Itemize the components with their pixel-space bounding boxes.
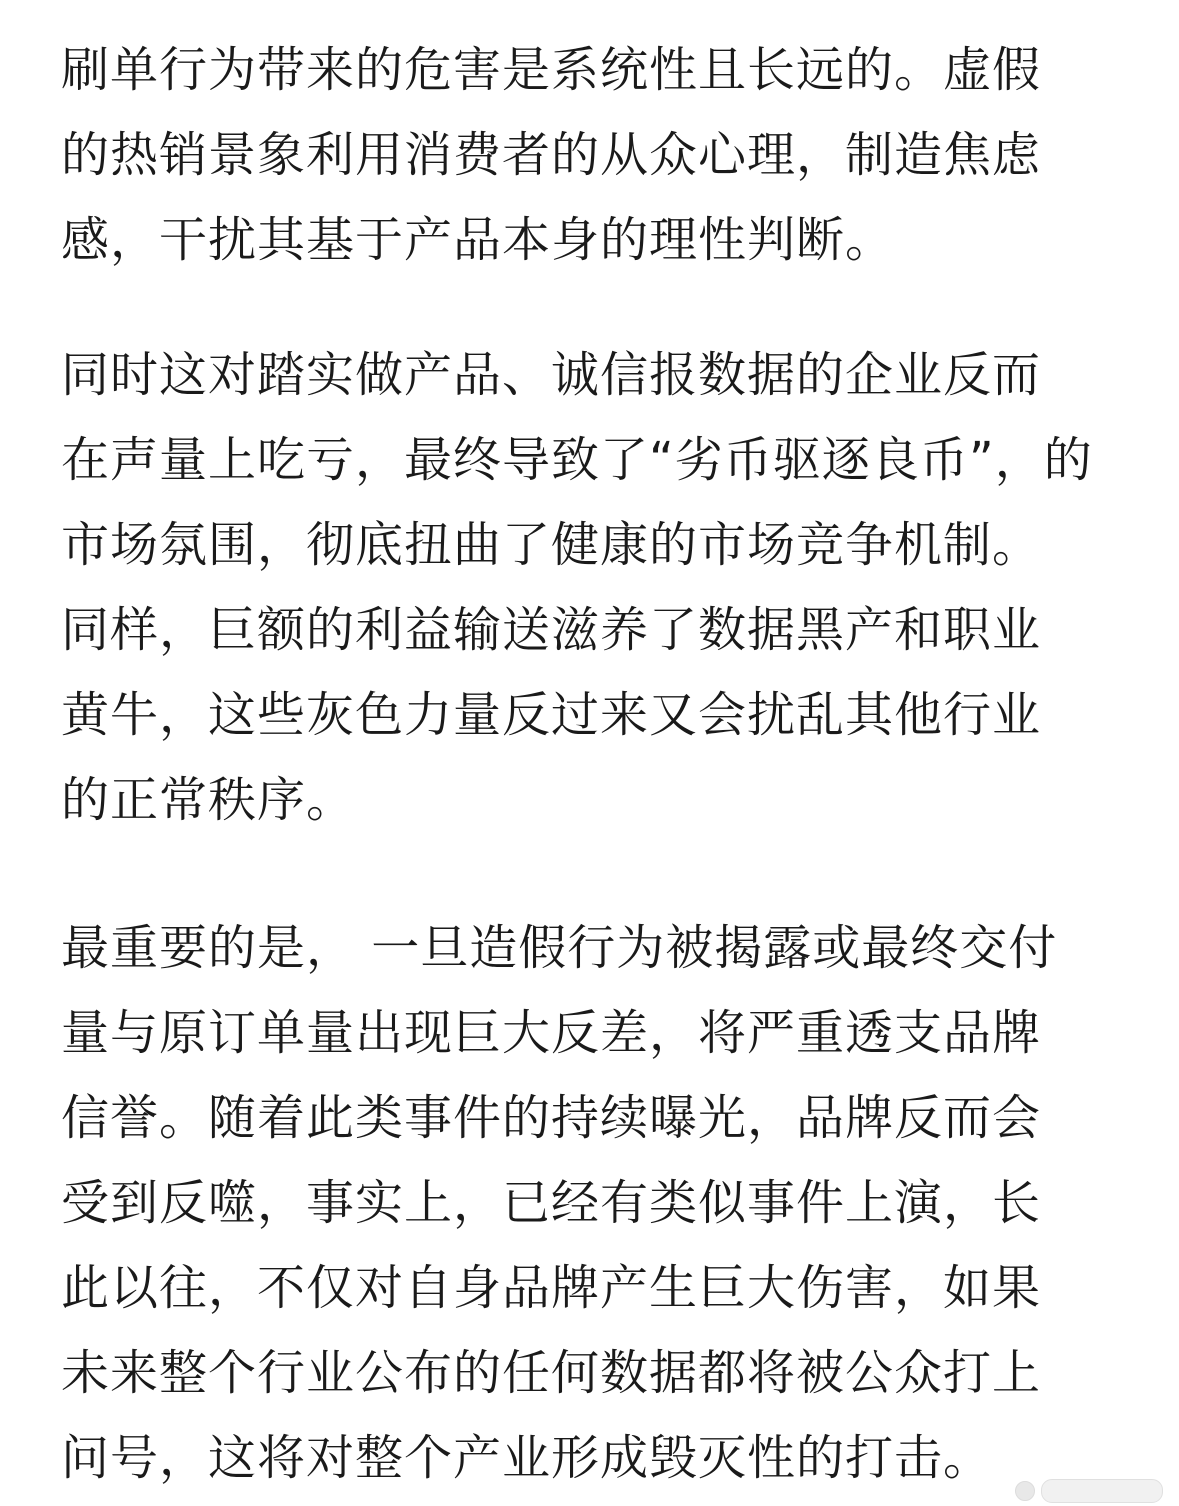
text-line: 未来整个行业公布的任何数据都将被公众打上 bbox=[61, 1345, 1042, 1401]
watermark-logo-icon bbox=[1015, 1481, 1035, 1501]
article-body bbox=[61, 28, 1121, 1501]
watermark bbox=[1015, 1476, 1163, 1506]
text-line: 感，干扰其基于产品本身的理性判断。 bbox=[61, 212, 895, 268]
text-line: 此以往，不仅对自身品牌产生巨大伤害，如果 bbox=[61, 1260, 1042, 1316]
text-line: 问号，这将对整个产业形成毁灭性的打击。 bbox=[61, 1430, 993, 1486]
text-line: 的正常秩序。 bbox=[61, 772, 356, 828]
text-line: 在声量上吃亏，最终导致了“劣币驱逐良币”，的 bbox=[61, 432, 1093, 488]
text-line: 信誉。随着此类事件的持续曝光，品牌反而会 bbox=[61, 1090, 1042, 1146]
text-line: 黄牛，这些灰色力量反过来又会扰乱其他行业 bbox=[61, 687, 1042, 743]
text-line: 的热销景象利用消费者的从众心理，制造焦虑 bbox=[61, 127, 1042, 183]
text-line: 受到反噬，事实上，已经有类似事件上演，长 bbox=[61, 1175, 1042, 1231]
text-line: 最重要的是， 一旦造假行为被揭露或最终交付 bbox=[61, 920, 1058, 976]
paragraph-spacer bbox=[61, 843, 1121, 906]
paragraph-2 bbox=[61, 333, 1121, 843]
text-line: 同时这对踏实做产品、诚信报数据的企业反而 bbox=[61, 347, 1042, 403]
watermark-handle bbox=[1041, 1479, 1163, 1503]
text-line: 同样，巨额的利益输送滋养了数据黑产和职业 bbox=[61, 602, 1042, 658]
paragraph-3 bbox=[61, 906, 1121, 1501]
text-line: 市场氛围，彻底扭曲了健康的市场竞争机制。 bbox=[61, 517, 1042, 573]
paragraph-1 bbox=[61, 28, 1121, 283]
text-line: 刷单行为带来的危害是系统性且长远的。虚假 bbox=[61, 42, 1042, 98]
text-line: 量与原订单量出现巨大反差，将严重透支品牌 bbox=[61, 1005, 1042, 1061]
paragraph-spacer bbox=[61, 283, 1121, 333]
